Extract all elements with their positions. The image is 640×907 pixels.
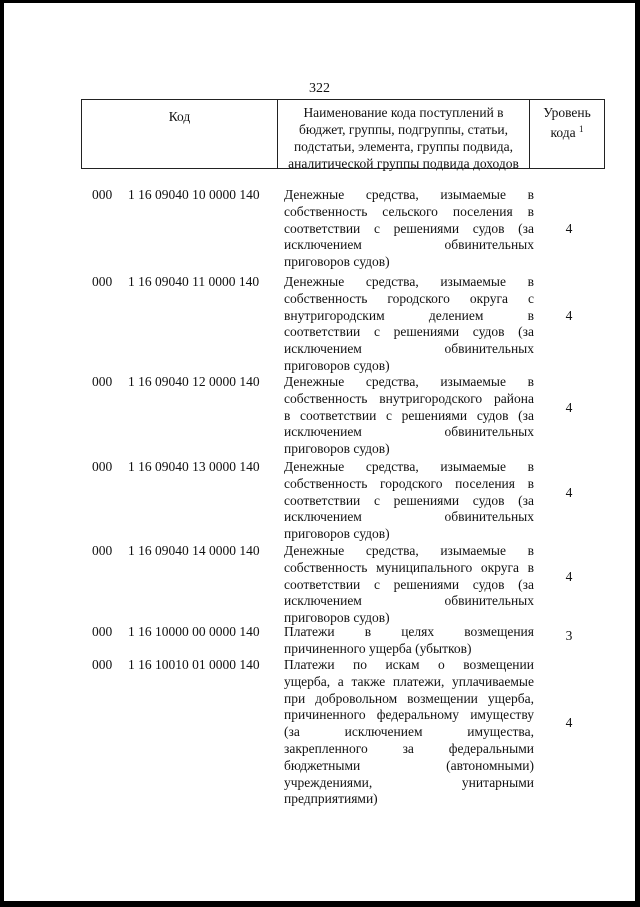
row-prefix: 000: [92, 274, 113, 289]
row-code: 1 16 09040 11 0000 140: [128, 274, 260, 289]
row-name-line: Денежные средства, изымаемые в: [284, 274, 534, 289]
row-name-line: собственность городского поселения в: [284, 475, 534, 491]
row-code: 1 16 10000 00 0000 140: [128, 624, 260, 639]
row-name-line: собственность городского округа с: [284, 290, 534, 306]
row-name: [284, 274, 534, 375]
header-name-line: бюджет, группы, подгруппы, статьи,: [299, 122, 508, 137]
row-prefix: 000: [92, 543, 113, 558]
row-level: 4: [565, 308, 573, 323]
row-name-line: исключением обвинительных: [284, 509, 534, 525]
row-prefix: 000: [92, 187, 113, 202]
header-name-line: Наименование кода поступлений в: [303, 105, 504, 120]
row-name-line: внутригородским делением в: [284, 307, 534, 323]
table-header: [81, 99, 605, 169]
row-name: [284, 624, 534, 658]
row-level: 3: [565, 628, 573, 643]
row-code: 1 16 09040 14 0000 140: [128, 543, 260, 558]
footnote-mark: 1: [578, 124, 584, 134]
row-code: 1 16 10010 01 0000 140: [128, 657, 260, 672]
header-level-line: [530, 121, 604, 141]
row-name-line: исключением обвинительных: [284, 237, 534, 253]
row-name-line: Денежные средства, изымаемые в: [284, 543, 534, 558]
row-name-line: исключением обвинительных: [284, 593, 534, 609]
row-name-line: Денежные средства, изымаемые в: [284, 187, 534, 202]
row-name: [284, 374, 534, 458]
header-code-cell: Код: [82, 100, 278, 168]
row-level: 4: [565, 715, 573, 730]
page-number: 322: [309, 81, 330, 96]
row-prefix: 000: [92, 657, 113, 672]
row-name-line: приговоров судов): [284, 526, 390, 542]
row-name: [284, 459, 534, 543]
header-level-text: кода: [550, 125, 576, 140]
row-name-line: исключением обвинительных: [284, 424, 534, 440]
row-prefix: 000: [92, 624, 113, 639]
row-name-line: учреждениями, унитарными: [284, 774, 534, 790]
row-level: 4: [565, 569, 573, 584]
row-name: [284, 657, 534, 808]
row-name-line: ущерба, а также платежи, уплачиваемые: [284, 673, 534, 689]
row-name-line: приговоров судов): [284, 357, 390, 373]
row-level: 4: [565, 221, 573, 236]
header-name-line: подстатьи, элемента, группы подвида,: [293, 139, 514, 154]
row-name-line: приговоров судов): [284, 254, 390, 270]
row-name-line: закрепленного за федеральными: [284, 740, 534, 756]
row-name-line: бюджетными (автономными): [284, 757, 534, 773]
row-name-line: (за исключением имущества,: [284, 724, 534, 740]
document-page: [4, 3, 635, 901]
row-name-line: соответствии с решениями судов (за: [284, 324, 534, 340]
row-prefix: 000: [92, 459, 113, 474]
row-name-line: Денежные средства, изымаемые в: [284, 459, 534, 474]
row-name-line: причиненного федеральному имуществу: [284, 707, 534, 723]
row-name-line: собственность муниципального округа в: [284, 559, 534, 575]
row-name-line: в соответствии с решениями судов (за: [284, 407, 534, 423]
row-name: [284, 187, 534, 271]
row-name-line: Платежи по искам о возмещении: [284, 657, 534, 672]
row-name-line: соответствии с решениями судов (за: [284, 220, 534, 236]
row-level: 4: [565, 485, 573, 500]
row-name-line: исключением обвинительных: [284, 341, 534, 357]
row-name-line: приговоров судов): [284, 610, 390, 626]
row-name-line: соответствии с решениями судов (за: [284, 576, 534, 592]
row-name: [284, 543, 534, 627]
row-name-line: собственность сельского поселения в: [284, 203, 534, 219]
row-name-line: соответствии с решениями судов (за: [284, 492, 534, 508]
row-name-line: предприятиями): [284, 791, 378, 807]
row-name-line: при добровольном возмещении ущерба,: [284, 690, 534, 706]
row-name-line: Денежные средства, изымаемые в: [284, 374, 534, 389]
header-name-line: аналитической группы подвида доходов: [288, 156, 519, 171]
header-name-cell: [278, 100, 530, 171]
row-name-line: собственность внутригородского района: [284, 390, 534, 406]
header-level-line: Уровень: [543, 105, 591, 120]
row-prefix: 000: [92, 374, 113, 389]
row-code: 1 16 09040 10 0000 140: [128, 187, 260, 202]
row-name-line: причиненного ущерба (убытков): [284, 640, 472, 656]
row-code: 1 16 09040 13 0000 140: [128, 459, 260, 474]
row-code: 1 16 09040 12 0000 140: [128, 374, 260, 389]
row-level: 4: [565, 400, 573, 415]
row-name-line: приговоров судов): [284, 441, 390, 457]
header-level-cell: [530, 100, 604, 168]
row-name-line: Платежи в целях возмещения: [284, 624, 534, 639]
